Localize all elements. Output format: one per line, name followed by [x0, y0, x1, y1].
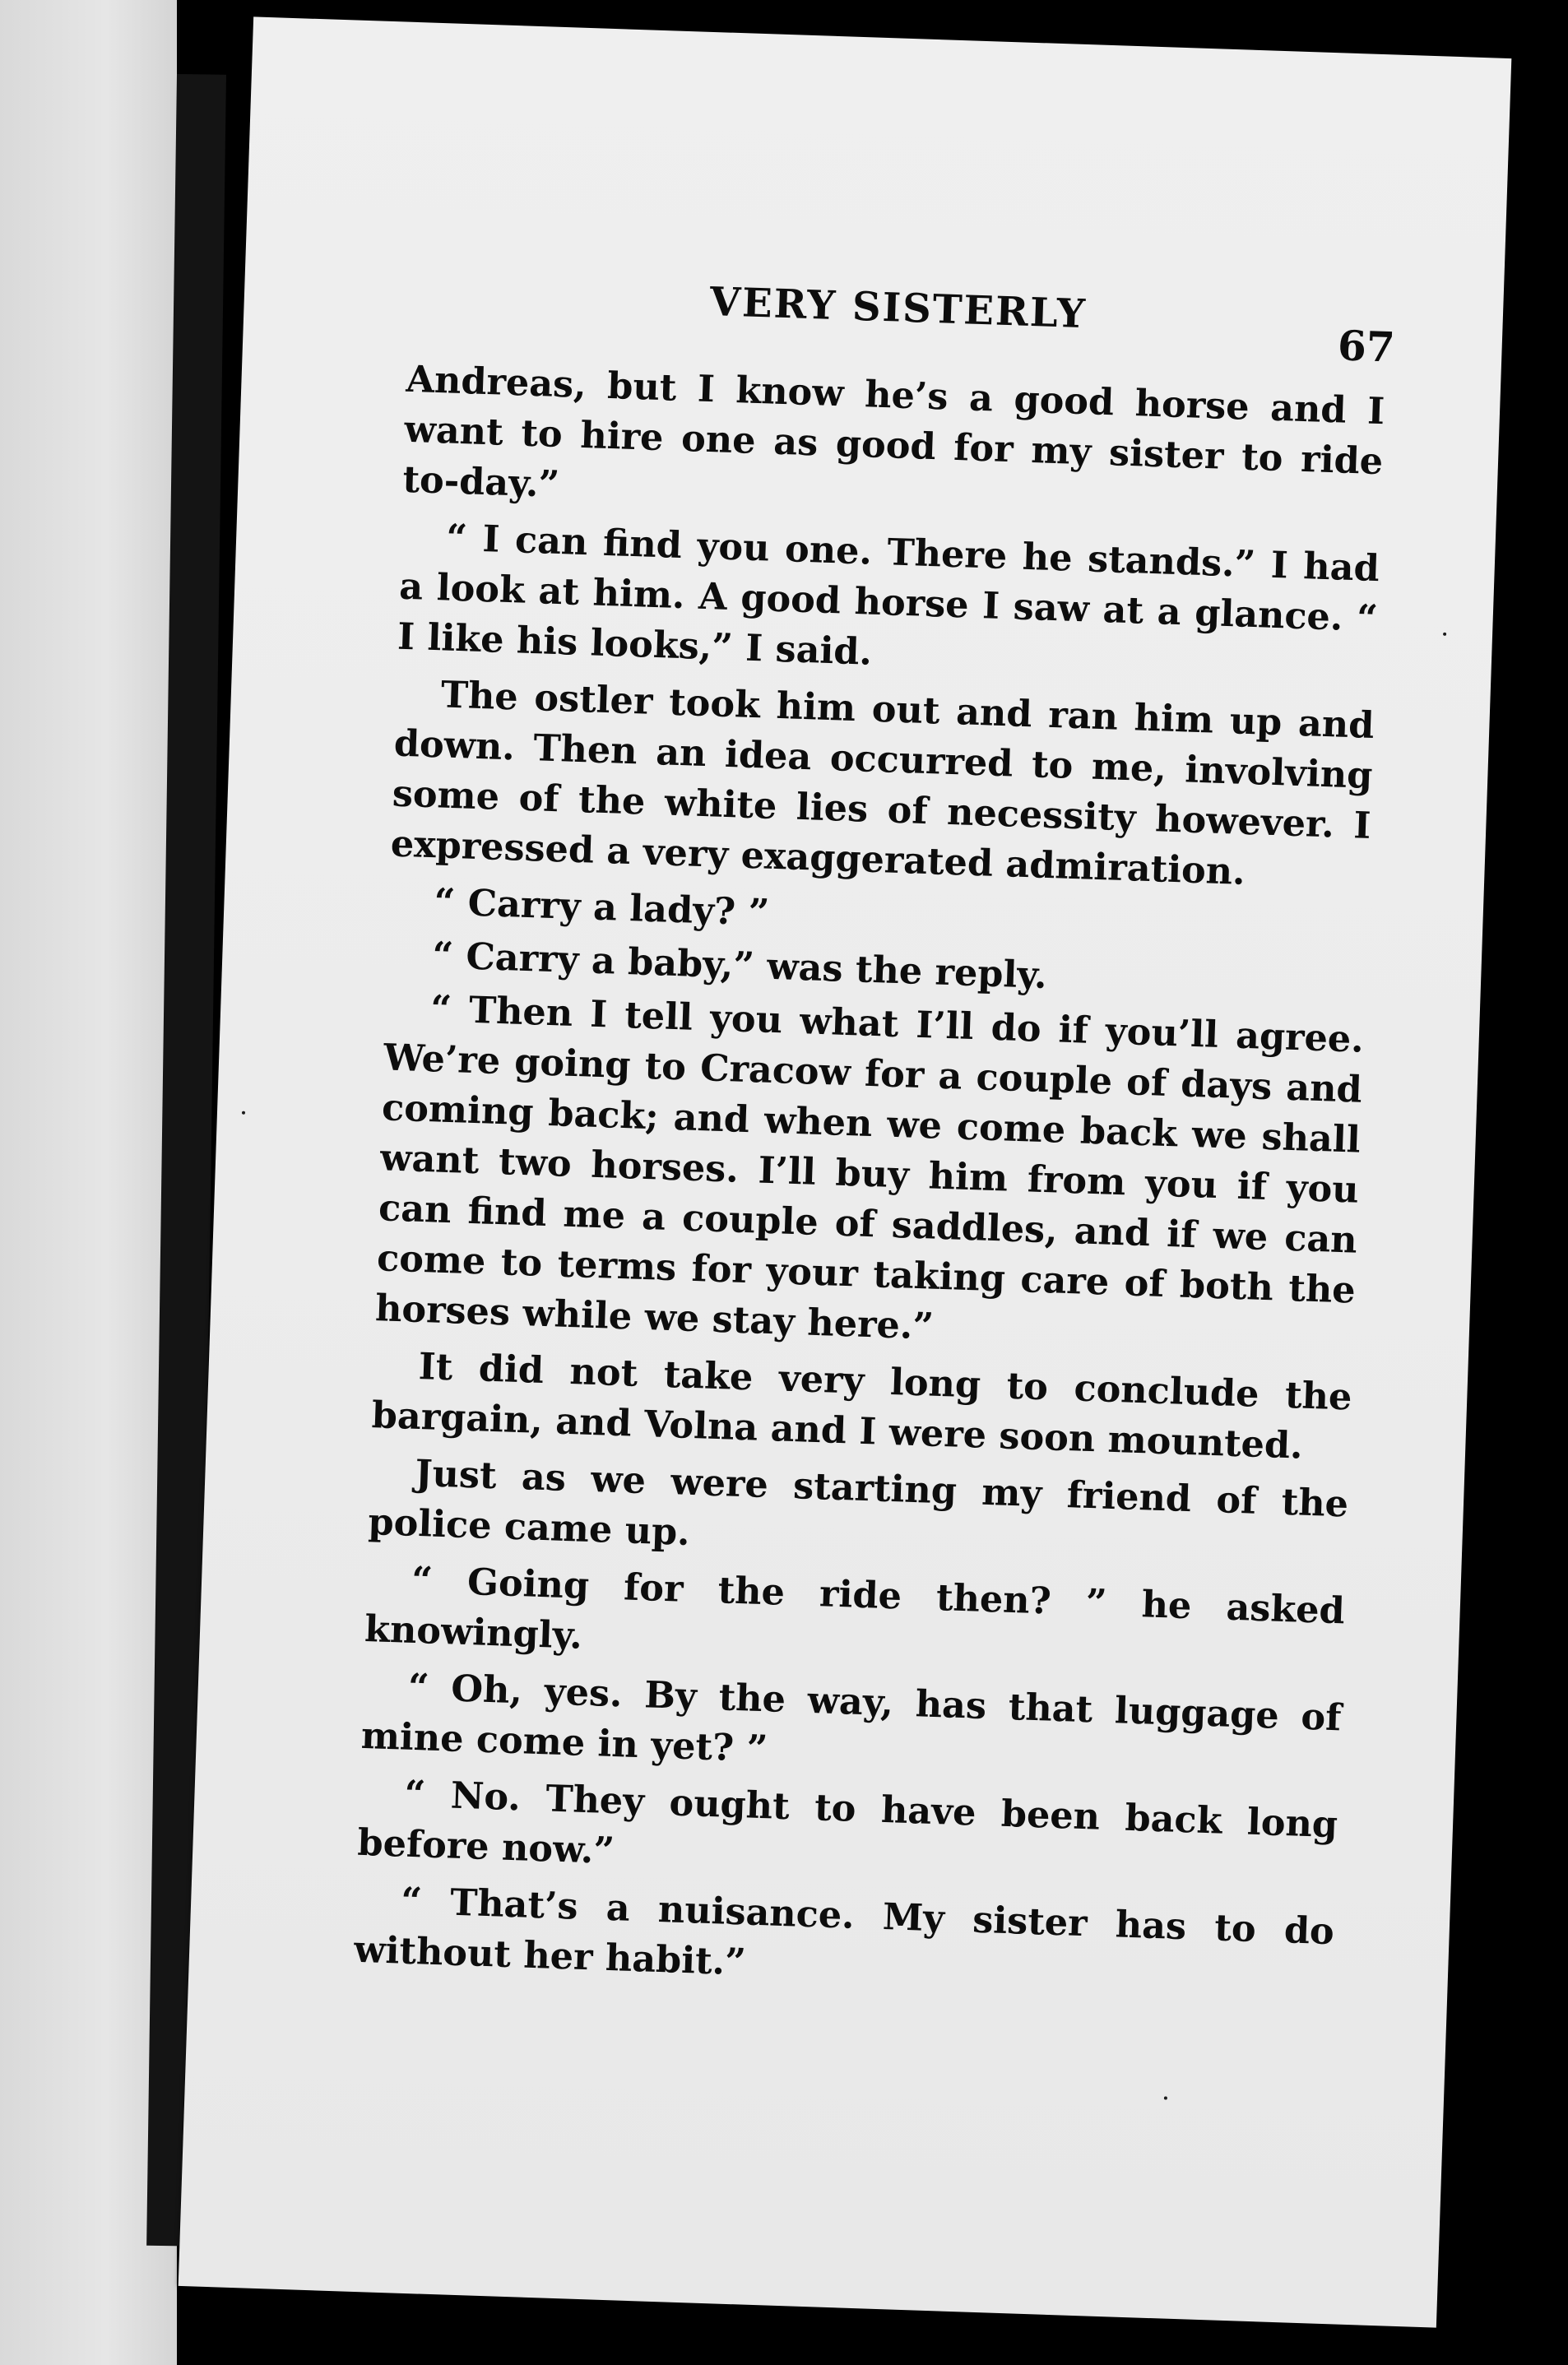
paragraph-6: “ Then I tell you what I’ll do if you’ll agree. We’re going to Cracow for a couple of days and coming back; and when we come back we shall want two horses. I’ll buy him from you if you can find me a couple of saddles, and if we can come to terms for your taking care of both the horses while we stay here.” — [374, 987, 1365, 1348]
book-page — [179, 16, 1512, 2327]
page-text-block — [353, 269, 1396, 2014]
dust-speck — [1164, 2096, 1167, 2099]
paragraph-7: It did not take very long to conclude the bargain, and Volna and I were soon mounted. — [371, 1344, 1353, 1468]
paragraph-11: “ No. They ought to have been back long before now.” — [356, 1772, 1338, 1873]
paragraph-1: Andreas, but I know he’s a good horse and I want to hire one as good for my sister to ride to-day.” — [401, 357, 1385, 507]
paragraph-8: Just as we were starting my friend of the police came up. — [367, 1451, 1349, 1554]
paragraph-9: “ Going for the ride then? ” he asked knowingly. — [364, 1558, 1346, 1658]
paragraph-5: “ Carry a baby,” was the reply. — [431, 934, 1048, 997]
paragraph-10: “ Oh, yes. By the way, has that luggage of mine come in yet? ” — [360, 1665, 1343, 1771]
dust-speck — [1443, 633, 1446, 636]
running-title: VERY SISTERLY — [708, 278, 1088, 338]
paragraph-12: “ That’s a nuisance. My sister has to do without her habit.” — [353, 1879, 1335, 1984]
dust-speck — [242, 1111, 245, 1115]
paragraph-4: “ Carry a lady? ” — [433, 880, 771, 934]
page-number: 67 — [1337, 321, 1396, 372]
paragraph-2: “ I can find you one. There he stands.” I had a look at him. A good horse I saw at a glance. “ I like his looks,” I said. — [397, 516, 1380, 674]
paragraph-3: The ostler took him out and ran him up and down. Then an idea occurred to me, involving some of the white lies of necessity however. I expressed a very exaggerated admiration. — [390, 673, 1375, 893]
